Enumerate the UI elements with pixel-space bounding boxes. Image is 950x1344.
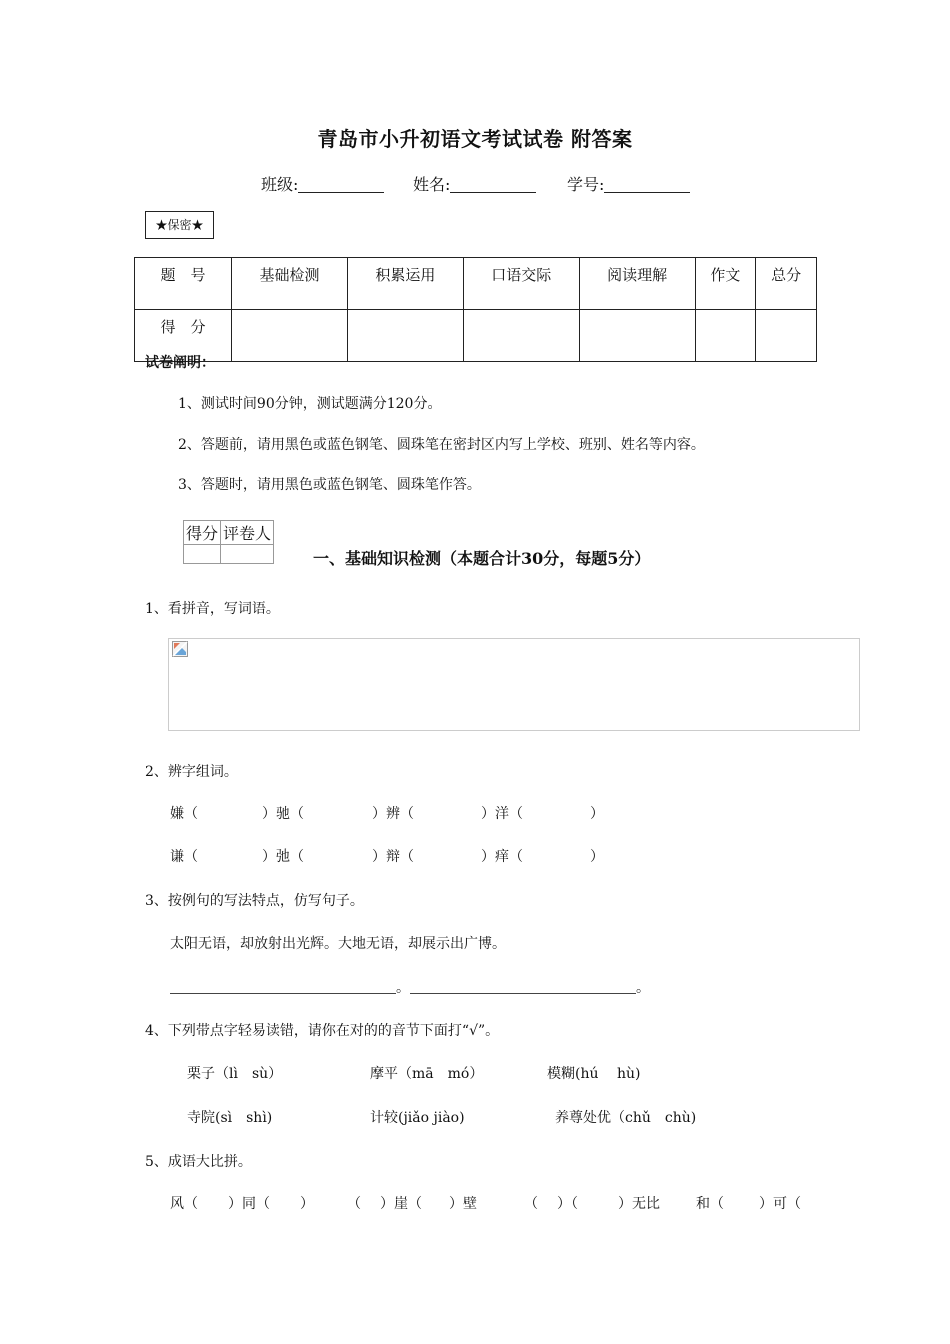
id-label: 学号: — [567, 175, 605, 194]
notes-heading: 试卷阐明： — [145, 355, 215, 371]
q5-row — [170, 1193, 820, 1213]
header-cell: 作文 — [695, 258, 756, 310]
score-row-label: 得 分 — [135, 310, 232, 362]
id-field — [567, 172, 690, 195]
page-title: 青岛市小升初语文考试试卷 附答案 — [317, 127, 633, 151]
grader-score-label: 得分 — [184, 521, 221, 545]
q5-item: 和（ — [696, 1196, 724, 1212]
score-cell[interactable] — [756, 310, 817, 362]
class-label: 班级: — [261, 175, 299, 194]
q3-example: 太阳无语，却放射出光辉。大地无语，却展示出广博。 — [170, 936, 506, 952]
header-cell: 积累运用 — [347, 258, 463, 310]
q2-item: ）洋（ — [481, 806, 523, 822]
q2-item: ） — [590, 806, 604, 822]
q4-item: 寺院(sì shì) — [187, 1110, 273, 1126]
q4-item: 栗子（lì sù） — [187, 1066, 283, 1082]
class-blank[interactable] — [298, 176, 384, 193]
q2-item: ）驰（ — [262, 806, 304, 822]
q4-item: 养尊处优（chǔ chù) — [555, 1110, 697, 1126]
name-field — [413, 172, 536, 195]
confidential-badge: ★保密★ — [145, 211, 214, 239]
q5-item: ）崖（ — [380, 1196, 422, 1212]
q2-item: ）辩（ — [372, 849, 414, 865]
score-cell[interactable] — [695, 310, 756, 362]
grader-name-cell[interactable] — [221, 545, 274, 564]
note-item: 3、答题时，请用黑色或蓝色钢笔、圆珠笔作答。 — [178, 477, 481, 493]
q5-item: 风（ — [170, 1196, 198, 1212]
answer-blank[interactable] — [170, 979, 396, 994]
note-item: 2、答题前，请用黑色或蓝色钢笔、圆珠笔在密封区内写上学校、班别、姓名等内容。 — [178, 437, 705, 453]
grader-name-label: 评卷人 — [221, 521, 274, 545]
q2-item: ） — [590, 849, 604, 865]
question-2-title: 2、辨字组词。 — [145, 764, 238, 780]
q4-item: 摩平（mā mó） — [370, 1066, 484, 1082]
score-cell[interactable] — [232, 310, 348, 362]
q3-punct: 。 — [636, 980, 650, 996]
q3-answer-line — [170, 977, 650, 997]
name-blank[interactable] — [450, 176, 536, 193]
q5-item: ）同（ — [228, 1196, 270, 1212]
q5-item: ）壁 — [449, 1196, 477, 1212]
header-cell: 题 号 — [135, 258, 232, 310]
q2-item: ）辨（ — [372, 806, 414, 822]
q2-item: 嫌（ — [170, 806, 198, 822]
q5-item: （ — [524, 1196, 538, 1212]
grader-score-cell[interactable] — [184, 545, 221, 564]
q4-item: 模糊(hú hù) — [547, 1066, 641, 1082]
broken-image-icon — [172, 641, 188, 657]
q5-item: ） — [300, 1196, 314, 1212]
q4-item: 计较(jiǎo jiào) — [370, 1110, 465, 1126]
grader-table — [183, 520, 274, 564]
q2-item: 谦（ — [170, 849, 198, 865]
q3-punct: 。 — [396, 980, 410, 996]
header-cell: 口语交际 — [463, 258, 579, 310]
q5-item: （ — [347, 1196, 361, 1212]
header-cell: 阅读理解 — [579, 258, 695, 310]
pinyin-image-box — [168, 638, 860, 731]
score-cell[interactable] — [579, 310, 695, 362]
section-heading: 一、基础知识检测（本题合计30分，每题5分） — [313, 549, 651, 568]
question-3-title: 3、按例句的写法特点，仿写句子。 — [145, 893, 364, 909]
header-cell: 基础检测 — [232, 258, 348, 310]
q2-item: ）痒（ — [481, 849, 523, 865]
answer-blank[interactable] — [410, 979, 636, 994]
score-table-header-row — [135, 258, 817, 310]
name-label: 姓名: — [413, 175, 451, 194]
score-table — [134, 257, 817, 362]
note-item: 1、测试时间90分钟，测试题满分120分。 — [178, 396, 442, 412]
q5-item: ）（ — [557, 1196, 578, 1212]
question-4-title: 4、下列带点字轻易读错，请你在对的的音节下面打“√”。 — [145, 1023, 500, 1039]
q5-item: ）可（ — [759, 1196, 801, 1212]
score-cell[interactable] — [463, 310, 579, 362]
q2-item: ）弛（ — [262, 849, 304, 865]
id-blank[interactable] — [604, 176, 690, 193]
header-cell: 总分 — [756, 258, 817, 310]
score-cell[interactable] — [347, 310, 463, 362]
q5-item: ）无比 — [618, 1196, 660, 1212]
question-1-title: 1、看拼音，写词语。 — [145, 601, 280, 617]
class-field — [261, 172, 384, 195]
score-table-score-row — [135, 310, 817, 362]
question-5-title: 5、成语大比拼。 — [145, 1154, 252, 1170]
